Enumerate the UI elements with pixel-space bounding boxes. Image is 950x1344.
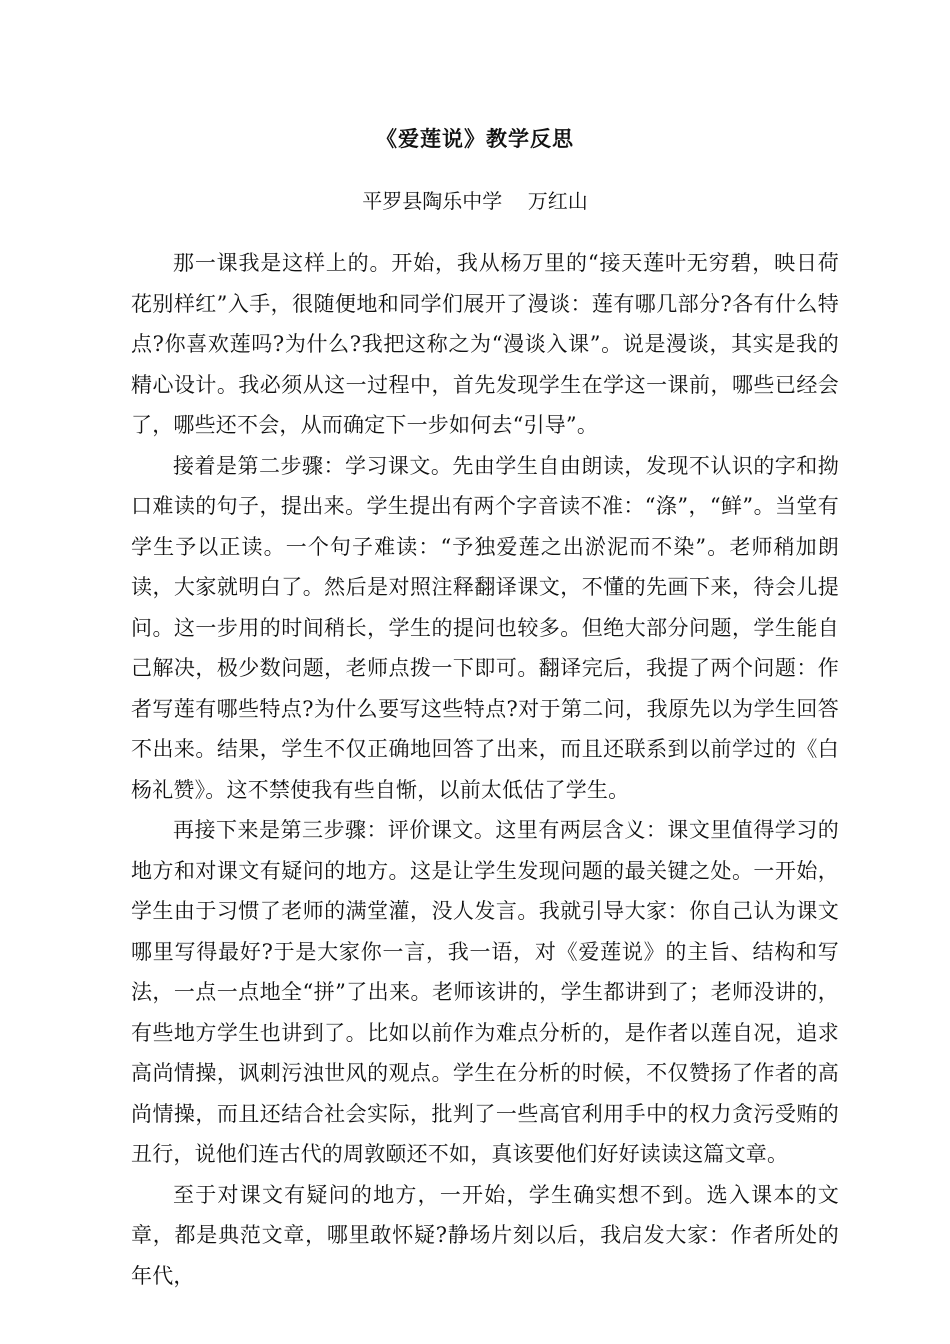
paragraph-1: 那一课我是这样上的。开始，我从杨万里的“接天莲叶无穷碧，映日荷花别样红”入手，很随便地和同学们展开了漫谈：莲有哪几部分?各有什么特点?你喜欢莲吗?为什么?我把这称之为“漫谈入课”。说是漫谈，其实是我的精心设计。我必须从这一过程中，首先发现学生在学这一课前，哪些已经会了，哪些还不会，从而确定下一步如何去“引导”。 [131, 251, 839, 437]
paragraph-4: 至于对课文有疑问的地方，一开始，学生确实想不到。选入课本的文章，都是典范文章，哪里敢怀疑?静场片刻以后，我启发大家：作者所处的年代， [131, 1182, 839, 1288]
document-body [131, 243, 839, 1296]
document-title: 《爱莲说》教学反思 [376, 126, 574, 151]
document-byline: 平罗县陶乐中学 万红山 [362, 189, 588, 213]
paragraph-3: 再接下来是第三步骤：评价课文。这里有两层含义：课文里值得学习的地方和对课文有疑问的地方。这是让学生发现问题的最关键之处。一开始，学生由于习惯了老师的满堂灌，没人发言。我就引导大家：你自己认为课文哪里写得最好?于是大家你一言，我一语，对《爱莲说》的主旨、结构和写法，一点一点地全“拼”了出来。老师该讲的，学生都讲到了；老师没讲的，有些地方学生也讲到了。比如以前作为难点分析的，是作者以莲自况，追求高尚情操，讽刺污浊世风的观点。学生在分析的时候，不仅赞扬了作者的高尚情操，而且还结合社会实际，批判了一些高官利用手中的权力贪污受贿的丑行，说他们连古代的周敦颐还不如，真该要他们好好读读这篇文章。 [131, 818, 839, 1166]
paragraph-2: 接着是第二步骤：学习课文。先由学生自由朗读，发现不认识的字和拗口难读的句子，提出来。学生提出有两个字音读不准：“涤”，“鲜”。当堂有学生予以正读。一个句子难读：“予独爱莲之出淤泥而不染”。老师稍加朗读，大家就明白了。然后是对照注释翻译课文，不懂的先画下来，待会儿提问。这一步用的时间稍长，学生的提问也较多。但绝大部分问题，学生能自己解决，极少数问题，老师点拨一下即可。翻译完后，我提了两个问题：作者写莲有哪些特点?为什么要写这些特点?对于第二问，我原先以为学生回答不出来。结果，学生不仅正确地回答了出来，而且还联系到以前学过的《白杨礼赞》。这不禁使我有些自惭，以前太低估了学生。 [131, 453, 839, 802]
